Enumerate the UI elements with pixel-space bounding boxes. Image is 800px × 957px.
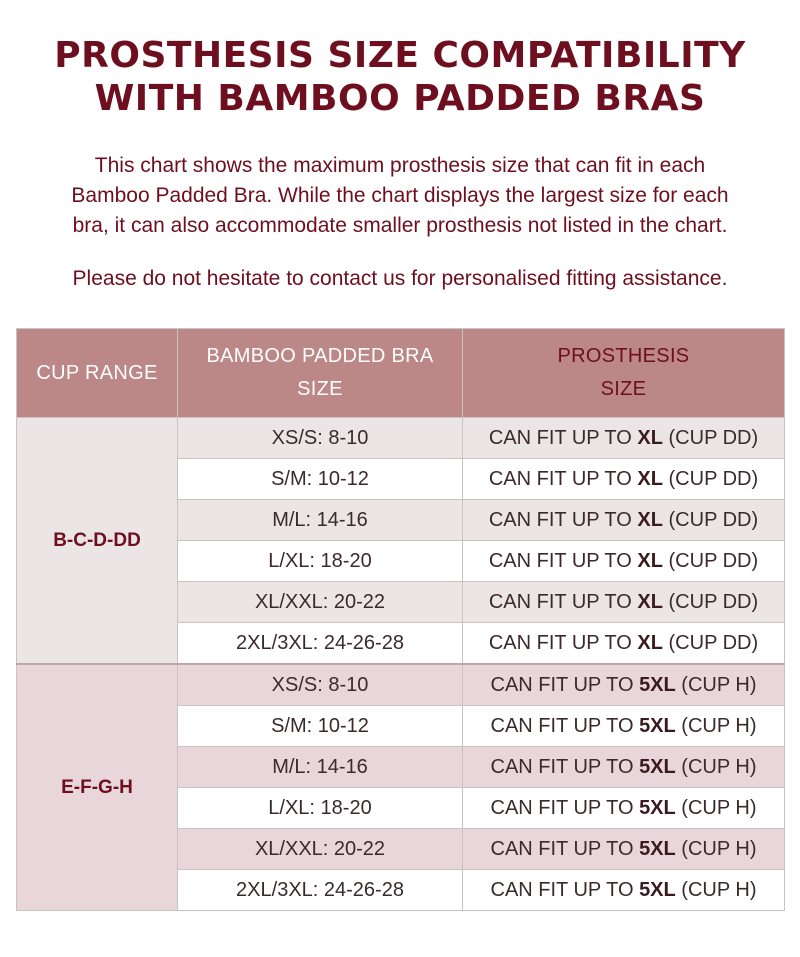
intro-paragraph xyxy=(30,151,770,241)
cup-suffix: (CUP H) xyxy=(675,714,757,737)
fit-prefix: CAN FIT UP TO xyxy=(488,631,638,654)
max-prosthesis-size: 5XL xyxy=(639,878,676,901)
cup-suffix: (CUP DD) xyxy=(662,426,759,449)
cup-suffix: (CUP DD) xyxy=(662,508,759,531)
max-prosthesis-size: XL xyxy=(637,590,663,613)
max-prosthesis-size: XL xyxy=(637,631,663,654)
prosthesis-size-cell xyxy=(463,418,785,459)
fit-prefix: CAN FIT UP TO xyxy=(488,467,638,490)
max-prosthesis-size: XL xyxy=(637,508,663,531)
fit-prefix: CAN FIT UP TO xyxy=(490,673,640,696)
fit-prefix: CAN FIT UP TO xyxy=(488,508,638,531)
prosthesis-size-cell xyxy=(463,582,785,623)
prosthesis-size-cell xyxy=(463,459,785,500)
max-prosthesis-size: 5XL xyxy=(639,714,676,737)
max-prosthesis-size: 5XL xyxy=(639,837,676,860)
bra-size-cell: L/XL: 18-20 xyxy=(178,541,463,582)
prosthesis-size-cell xyxy=(463,829,785,870)
fit-prefix: CAN FIT UP TO xyxy=(490,796,640,819)
bra-size-cell: L/XL: 18-20 xyxy=(178,788,463,829)
header-cup-range: CUP RANGE xyxy=(17,329,178,418)
prosthesis-size-cell xyxy=(463,541,785,582)
header-prosthesis-line-2: SIZE xyxy=(600,378,647,400)
table-row xyxy=(17,418,785,459)
cup-suffix: (CUP H) xyxy=(675,796,757,819)
prosthesis-size-cell xyxy=(463,870,785,911)
prosthesis-size-cell xyxy=(463,623,785,665)
cup-suffix: (CUP DD) xyxy=(662,590,759,613)
size-compatibility-table xyxy=(16,328,785,911)
cup-suffix: (CUP H) xyxy=(675,673,757,696)
cup-suffix: (CUP H) xyxy=(675,878,757,901)
header-bra-size-line-2: SIZE xyxy=(297,378,343,400)
bra-size-cell: 2XL/3XL: 24-26-28 xyxy=(178,623,463,665)
fit-prefix: CAN FIT UP TO xyxy=(488,549,638,572)
fit-prefix: CAN FIT UP TO xyxy=(488,426,638,449)
fit-prefix: CAN FIT UP TO xyxy=(490,878,640,901)
cup-suffix: (CUP H) xyxy=(675,837,757,860)
bra-size-cell: 2XL/3XL: 24-26-28 xyxy=(178,870,463,911)
prosthesis-size-cell xyxy=(463,706,785,747)
header-prosthesis-line-1: PROSTHESIS xyxy=(557,345,690,367)
bra-size-cell: M/L: 14-16 xyxy=(178,747,463,788)
bra-size-cell: XL/XXL: 20-22 xyxy=(178,582,463,623)
fit-prefix: CAN FIT UP TO xyxy=(488,590,638,613)
title-line-1: PROSTHESIS SIZE COMPATIBILITY xyxy=(54,35,746,76)
table-header-row xyxy=(17,329,785,418)
max-prosthesis-size: 5XL xyxy=(639,673,676,696)
prosthesis-size-cell xyxy=(463,664,785,706)
max-prosthesis-size: XL xyxy=(637,549,663,572)
header-bra-size xyxy=(178,329,463,418)
header-bra-size-line-1: BAMBOO PADDED BRA xyxy=(206,345,434,367)
table-body xyxy=(17,418,785,911)
bra-size-cell: XL/XXL: 20-22 xyxy=(178,829,463,870)
prosthesis-size-cell xyxy=(463,788,785,829)
fit-prefix: CAN FIT UP TO xyxy=(490,755,640,778)
intro-line-1: This chart shows the maximum prosthesis size that can fit in each xyxy=(94,154,706,177)
cup-suffix: (CUP H) xyxy=(675,755,757,778)
bra-size-cell: XS/S: 8-10 xyxy=(178,664,463,706)
header-prosthesis-size xyxy=(463,329,785,418)
max-prosthesis-size: XL xyxy=(637,426,663,449)
cup-range-cell: E-F-G-H xyxy=(17,664,178,911)
bra-size-cell: S/M: 10-12 xyxy=(178,459,463,500)
cup-suffix: (CUP DD) xyxy=(662,467,759,490)
cup-suffix: (CUP DD) xyxy=(662,549,759,572)
fit-prefix: CAN FIT UP TO xyxy=(490,714,640,737)
prosthesis-size-cell xyxy=(463,747,785,788)
bra-size-cell: M/L: 14-16 xyxy=(178,500,463,541)
fit-prefix: CAN FIT UP TO xyxy=(490,837,640,860)
intro-line-2: Bamboo Padded Bra. While the chart displays the largest size for each xyxy=(71,184,729,207)
bra-size-cell: S/M: 10-12 xyxy=(178,706,463,747)
prosthesis-size-cell xyxy=(463,500,785,541)
cup-suffix: (CUP DD) xyxy=(662,631,759,654)
cup-range-cell: B-C-D-DD xyxy=(17,418,178,665)
page-title xyxy=(0,34,800,120)
max-prosthesis-size: 5XL xyxy=(639,796,676,819)
contact-note: Please do not hesitate to contact us for personalised fitting assistance. xyxy=(72,267,728,290)
table-row xyxy=(17,664,785,706)
intro-line-3: bra, it can also accommodate smaller prosthesis not listed in the chart. xyxy=(72,214,728,237)
max-prosthesis-size: 5XL xyxy=(639,755,676,778)
title-line-2: WITH BAMBOO PADDED BRAS xyxy=(94,78,706,119)
bra-size-cell: XS/S: 8-10 xyxy=(178,418,463,459)
max-prosthesis-size: XL xyxy=(637,467,663,490)
